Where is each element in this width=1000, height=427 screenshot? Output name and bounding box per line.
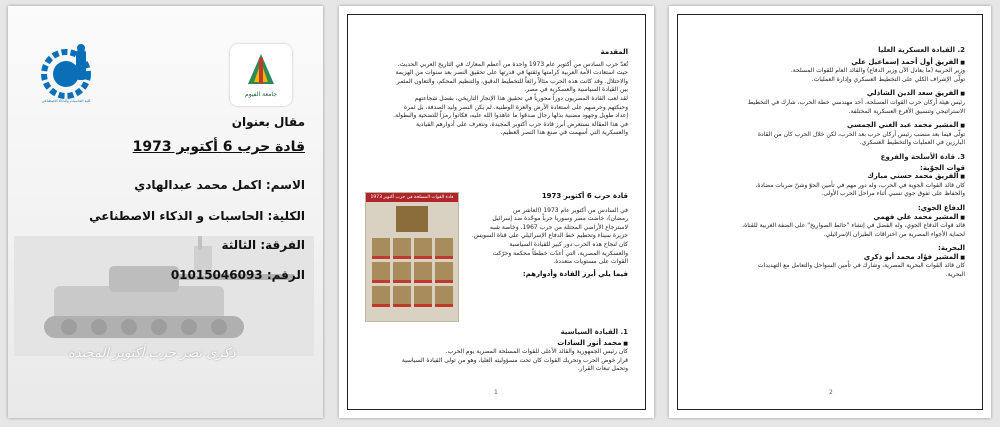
cover-page xyxy=(8,6,323,418)
faculty-logo-text: كلية الحاسبات والذكاء الاصطناعي xyxy=(41,99,91,103)
leader-abuzikry: ■ المشير فؤاد محمد أبو ذكري xyxy=(695,253,965,263)
page-military-leaders xyxy=(669,6,991,418)
intro-line: في هذا المقالة نستعرض أبرز قادة حرب أكتوبر المجيدة، ونتعرف على أدوارهم القيادية xyxy=(416,120,628,128)
section-line: رمضان)، خاضت مصر وسوريا حرباً موحّدة ضد إسرائيل xyxy=(492,215,628,223)
section-line: لاسترجاع الأراضي المحتلة من حرب 1967. وخاصة شبه xyxy=(489,223,628,231)
subheading-branches-text: قادة الأسلحة والفروع xyxy=(880,152,956,161)
subheading-military: 2. القيادة العسكرية العليا xyxy=(878,46,965,54)
student-grade: الفرقة: الثالثة xyxy=(221,238,305,252)
intro-line: حيث استعادت الأمة العربية كرامتها وثقتها في قدرتها على تحقيق النصر بعد سنوات من الهزيمة xyxy=(395,69,628,77)
leader-fahmy-line: لحماية الأجواء المصرية من اختراقات الطيران الإسرائيلي. xyxy=(823,230,965,238)
page-number: 2 xyxy=(829,389,833,396)
section-line: جزيرة سيناء وتحطيم خط الدفاع الإسرائيلي على قناة السويس. xyxy=(471,232,628,240)
intro-heading: المقدمة xyxy=(600,48,628,56)
leader-gamasy-line: البارزين في العمليات والتخطيط العسكري. xyxy=(859,139,965,147)
leader-mubarak: ■ الفريق محمد حسني مبارك xyxy=(695,172,965,182)
military-block xyxy=(695,46,965,280)
leaders-poster xyxy=(365,192,459,322)
cover-caption: ذكرى نصر حرب أكتوبر المجيدة xyxy=(68,346,236,361)
section-line: كان لنجاح هذه الحرب دور كبير للقيادة السياسية xyxy=(509,240,628,248)
leader-shazly-line: الاستراتيجي وتنسيق الأفرع العسكرية المختلفة. xyxy=(848,107,965,115)
intro-line: إعداد طويل وجهود مضنية بذلها رجال صدقوا ما عاهدوا الله عليه، فكانوا رمزاً للتضحية والبطولة. xyxy=(393,112,628,120)
subheading-military-text: القيادة العسكرية العليا xyxy=(878,46,956,54)
leader-gamasy-line: تولّى فيما بعد منصب رئيس أركان حرب بعد الحرب، لكن خلال الحرب كان من القادة xyxy=(757,130,965,138)
subheading-branches: 3. قادة الأسلحة والفروع xyxy=(880,152,965,161)
leader-sadat-line: كان رئيس الجمهورية والقائد الأعلى للقوات المسلحة المصرية يوم الحرب. xyxy=(445,348,628,356)
leader-ismail-line: وزير الحربية (ما يعادل الآن وزير الدفاع) والقائد العام للقوات المسلحة. xyxy=(790,67,965,75)
faculty-logo xyxy=(36,44,96,104)
leader-abuzikry-line: البحرية. xyxy=(945,271,965,279)
section-line: والعسكرية المصرية، التي أعدّت خططاً محكمة وحرّكت xyxy=(492,249,628,257)
cover-label: مقال بعنوان xyxy=(231,115,305,129)
leader-ismail-line: تولّى الإشراف الكلي على التخطيط العسكري وإدارة العمليات. xyxy=(811,75,965,83)
cover-title: قادة حرب 6 أكتوبر 1973 xyxy=(132,139,305,155)
leader-mubarak-line: كان قائد القوات الجوية في الحرب، وله دور مهم في تأمين الجوّ وشنّ ضربات مضادة، xyxy=(755,181,965,189)
poster-portraits xyxy=(366,202,458,318)
air-defense-heading: الدفاع الجوي: xyxy=(917,203,965,212)
university-logo-text: جامعة الفيوم xyxy=(245,91,277,98)
leader-ismail: ■ الفريق أول أحمد إسماعيل علي xyxy=(695,58,965,68)
university-logo xyxy=(230,44,292,106)
page-number: 1 xyxy=(494,389,498,396)
section-line: القوات على مستويات متعددة. xyxy=(553,258,628,266)
student-name: الاسم: اكمل محمد عبدالهادي xyxy=(134,178,305,192)
tank-illustration xyxy=(14,236,314,356)
poster-title: قادة القوات المسلحة في حرب أكتوبر 1973 xyxy=(366,193,458,202)
intro-line: تُعدّ حرب السادس من أكتوبر عام 1973 واحدة من أعظم المعارك في التاريخ العربي الحديث، xyxy=(397,60,628,68)
subheading-political: 1. القيادة السياسية xyxy=(560,328,628,336)
student-number: الرقم: 01015046093 xyxy=(170,268,305,282)
intro-line: لقد لعب القادة المصريون دوراً محورياً في تحقيق هذا الإنجاز التاريخي، بفضل شجاعتهم xyxy=(414,94,628,102)
leader-fahmy: ■ المشير محمد علي فهمي xyxy=(695,213,965,223)
navy-heading: البحرية: xyxy=(938,244,965,253)
leader-gamasy: ■ المشير محمد عبد الغني الجمسي xyxy=(695,121,965,131)
intro-block xyxy=(366,48,628,138)
student-faculty: الكلية: الحاسبات و الذكاء الاصطناعي xyxy=(89,209,305,223)
political-block xyxy=(366,328,628,374)
leader-fahmy-line: قائد قوات الدفاع الجوي، وله الفضل في إنشاء "حائط الصواريخ" على الضفة الغربية للقناة، xyxy=(742,222,965,230)
leader-shazly: ■ الفريق سعد الدين الشاذلي xyxy=(695,89,965,99)
intro-line: بين القيادة السياسية والعسكرية في مصر. xyxy=(524,86,628,94)
leader-abuzikry-line: كان قائد القوات البحرية المصرية، وشارك في تأمين السواحل والتعامل مع التهديدات xyxy=(757,262,965,270)
leader-sadat-line: وتحمل تبعات القرار. xyxy=(577,365,628,373)
leader-mubarak-line: والحفاظ على تفوق جوي نسبي أثناء مراحل الحرب الأولى. xyxy=(821,190,965,198)
section-block xyxy=(468,192,628,278)
intro-line: وحنكتهم وحرصهم على استعادة الأرض والعزة الوطنية. لم يكن النصر وليد الصدفة، بل ثمرة xyxy=(403,103,628,111)
section-title: قادة حرب 6 أكتوبر 1973 xyxy=(541,192,628,200)
page-introduction xyxy=(339,6,654,418)
air-force-heading: قوات الجوّية: xyxy=(920,163,965,172)
leader-sadat: ■ محمد أنور السادات xyxy=(366,339,628,349)
section-line: في السادس من أكتوبر عام 1973 (العاشر من xyxy=(512,206,628,214)
intro-line: والعسكرية التي أسهمت في صنع هذا النصر العظيم. xyxy=(500,129,628,137)
leader-shazly-line: رئيس هيئة أركان حرب القوات المسلحة، أحد مهندسي خطة الحرب، شارك في التخطيط xyxy=(747,98,965,106)
subheading-political-text: القيادة السياسية xyxy=(560,328,619,336)
leader-sadat-line: قرار خوض الحرب وتحريك القوات كان تحت مسؤوليته العليا، وهو من تولى القيادة السياسية xyxy=(401,356,628,364)
intro-line: والاحتلال. وقد كانت هذه الحرب مثالاً رائعاً للتخطيط الدقيق، والتنظيم المحكم، والتعاون المثمر xyxy=(396,77,628,85)
leaders-intro: فيما يلي أبرز القادة وأدوارهم: xyxy=(522,269,628,278)
